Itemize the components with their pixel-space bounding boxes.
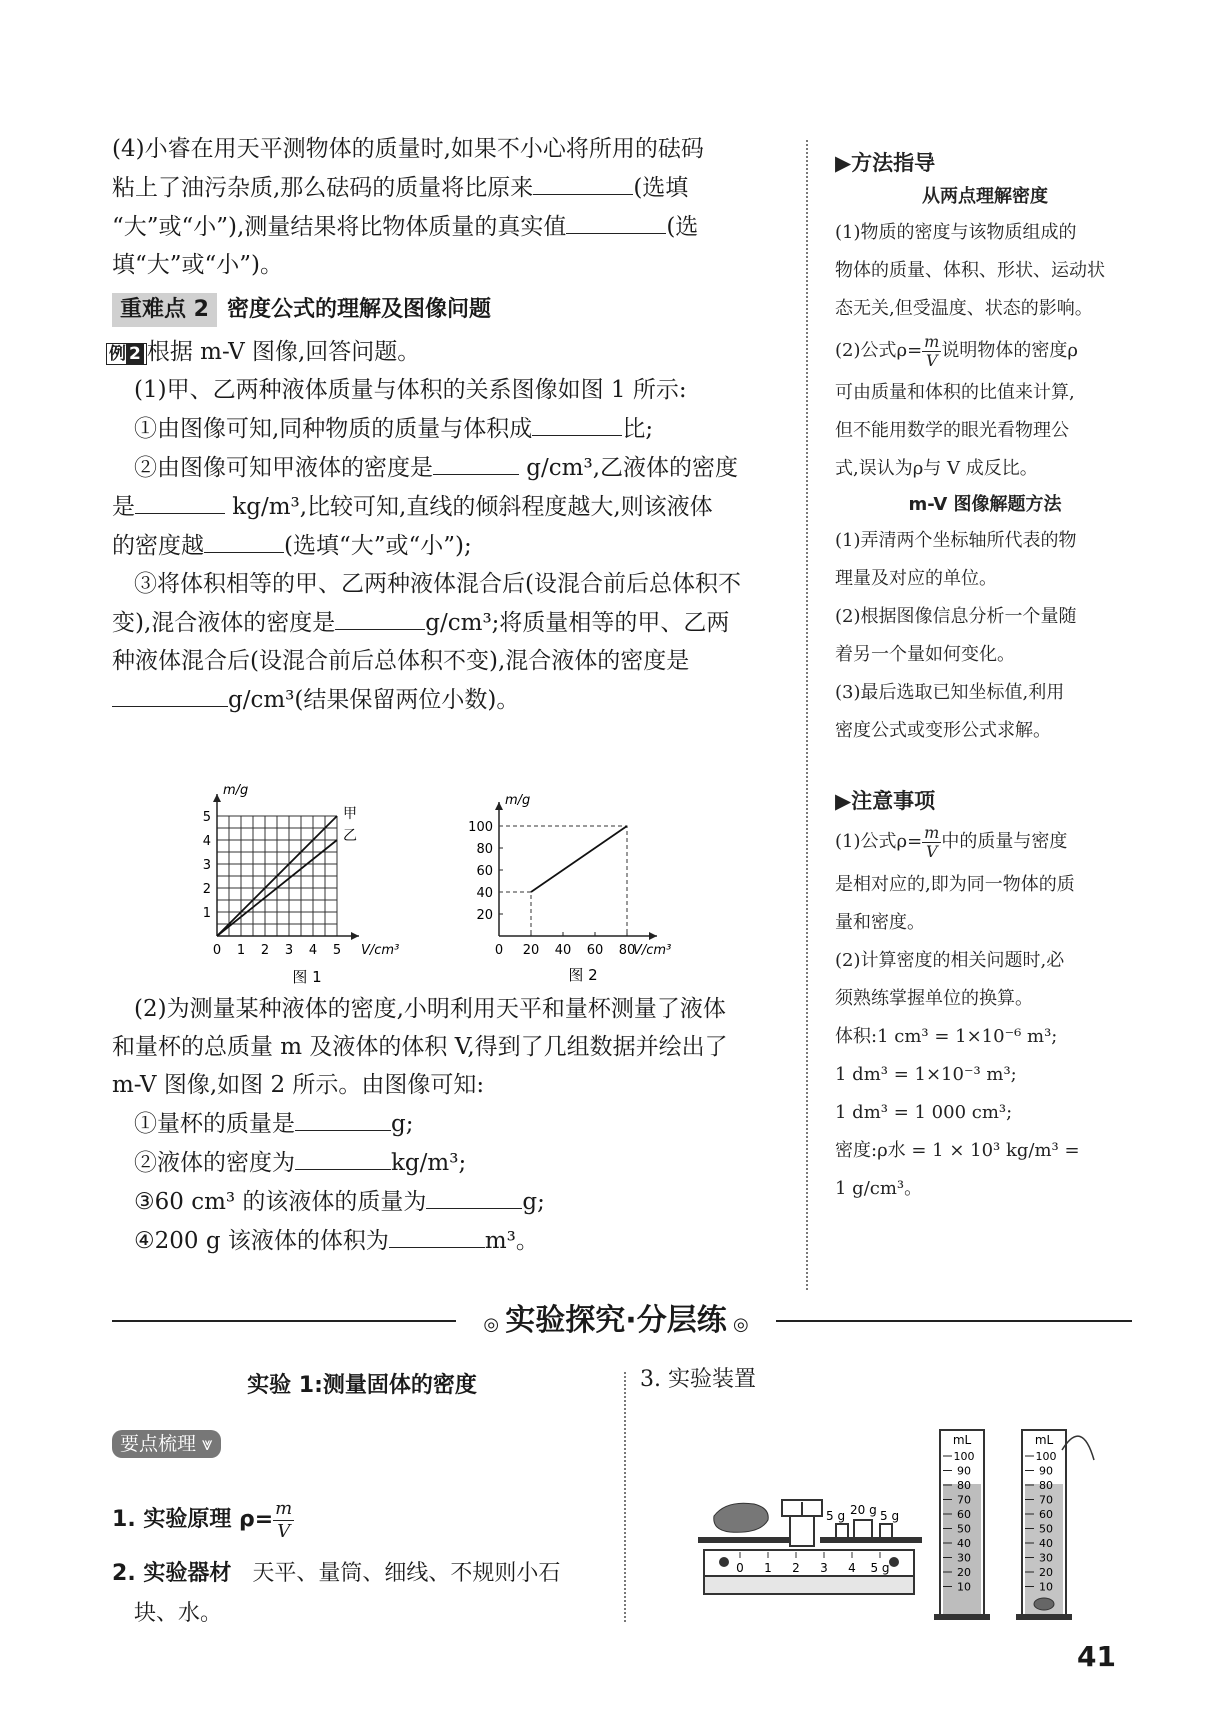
notes-heading: ▶注意事项 — [835, 789, 936, 813]
x-tick-label: 0 — [212, 943, 222, 958]
cylinder-base — [1016, 1614, 1072, 1620]
weight-5g-label: 5 g — [826, 1509, 846, 1523]
data-line — [531, 826, 627, 892]
density-formula-line: (2)公式ρ= $\frac{m}{V}$ 说明物体的密度ρ — [835, 331, 1078, 370]
cylinder-tick-label: 40 — [957, 1537, 971, 1550]
banner-rule-left — [112, 1320, 456, 1322]
y-tick-label: 2 — [202, 882, 211, 897]
section2-title: 密度公式的理解及图像问题 — [226, 297, 491, 322]
stone-icon — [714, 1503, 768, 1532]
answer-blank[interactable] — [532, 409, 622, 436]
cylinder-tick-label: 70 — [957, 1493, 971, 1507]
p2-3: ③60 cm³ 的该液体的质量为 g; — [112, 1182, 798, 1221]
cylinder-tick-label: 10 — [1039, 1580, 1053, 1594]
apparatus-heading: 3. 实验装置 — [640, 1367, 756, 1392]
unit-conversion: 1 dm³ = 1×10⁻³ m³; — [835, 1064, 1017, 1085]
balance-scale — [698, 1500, 922, 1594]
x-tick-label: 0 — [494, 943, 504, 958]
main-column — [109, 130, 798, 719]
series-label: 甲 — [343, 806, 357, 822]
y-tick-label: 80 — [476, 842, 493, 857]
cylinder-tick-label: 80 — [1039, 1479, 1053, 1492]
weight-20g-label: 20 g — [850, 1503, 877, 1517]
cylinder-tick-label: 10 — [957, 1580, 971, 1594]
y-tick-label: 4 — [202, 834, 211, 849]
p2-4: ④200 g 该液体的体积为 m³。 — [112, 1221, 798, 1260]
guide-line — [499, 826, 627, 936]
x-tick-label: 60 — [586, 943, 604, 958]
x-tick-label: 40 — [554, 943, 572, 958]
p2-2: ②液体的密度为 kg/m³; — [112, 1143, 798, 1182]
x-tick-label: 5 — [332, 943, 342, 958]
column-divider — [806, 140, 808, 1290]
y-tick-label: 20 — [476, 908, 493, 923]
answer-blank[interactable] — [566, 207, 666, 234]
x-tick-label: 20 — [522, 943, 540, 958]
sidebar-text: 密度公式或变形公式求解。 — [835, 720, 1051, 741]
p2c: m-V 图像,如图 2 所示。由图像可知: — [112, 1072, 485, 1098]
density-fraction: $\frac{m}{V}$ — [275, 1497, 293, 1542]
apparatus-illustration — [690, 1420, 1130, 1620]
x-axis-label: V/cm³ — [361, 943, 400, 958]
cylinder-tick-label: 60 — [957, 1508, 971, 1521]
sidebar-text: 态无关,但受温度、状态的影响。 — [835, 298, 1093, 319]
cylinder-base — [934, 1614, 990, 1620]
y-tick-label: 5 — [202, 810, 211, 825]
y-tick-label: 100 — [468, 820, 493, 835]
y-tick-label: 3 — [202, 858, 211, 873]
x-axis-arrow — [351, 932, 359, 940]
q4-line4: 填“大”或“小”)。 — [112, 252, 284, 278]
cylinder-tick-label: 80 — [957, 1479, 971, 1492]
p1-3: ③将体积相等的甲、乙两种液体混合后(设混合前后总体积不 — [134, 571, 741, 597]
x-axis-arrow — [649, 932, 657, 940]
bottom-divider — [624, 1372, 626, 1622]
experiment-title: 实验 1:测量固体的密度 — [247, 1373, 477, 1398]
x-tick-label: 3 — [284, 943, 294, 958]
y-axis-arrow — [495, 802, 503, 810]
figure-2-chart — [465, 790, 715, 990]
method-subheading-2: m-V 图像解题方法 — [908, 494, 1062, 515]
answer-blank[interactable] — [295, 1143, 391, 1170]
item-equipment: 2. 实验器材 天平、量筒、细线、不规则小石 — [112, 1561, 561, 1586]
sidebar-text: 可由质量和体积的比值来计算, — [835, 382, 1075, 403]
beam-tick-label: 3 — [820, 1561, 828, 1575]
answer-blank[interactable] — [295, 1104, 391, 1131]
guide-line — [499, 892, 531, 936]
p1: (1)甲、乙两种液体质量与体积的关系图像如图 1 所示: — [134, 377, 687, 403]
q4-line2: 粘上了油污杂质,那么砝码的质量将比原来 (选填 — [112, 168, 798, 207]
p2b: 和量杯的总质量 m 及液体的体积 V,得到了几组数据并绘出了 — [112, 1034, 728, 1060]
cylinder-tick-label: 30 — [1039, 1551, 1053, 1565]
section2-heading — [112, 290, 798, 329]
cylinder-tick-label: 60 — [1039, 1508, 1053, 1521]
notes-formula-line: (1)公式ρ= $\frac{m}{V}$ 中的质量与密度 — [835, 822, 1068, 861]
sidebar-text: 理量及对应的单位。 — [835, 568, 997, 589]
p1-3-cont2: 种液体混合后(设混合前后总体积不变),混合液体的密度是 — [112, 648, 690, 674]
p1-2: ②由图像可知甲液体的密度是 g/cm³,乙液体的密度 — [112, 448, 798, 487]
beam-tick-label: 4 — [848, 1561, 856, 1575]
x-tick-label: 1 — [236, 943, 246, 958]
weight-5g-label: 5 g — [880, 1509, 900, 1523]
sidebar-text: (1)弄清两个坐标轴所代表的物 — [835, 530, 1077, 551]
sidebar-text: 但不能用数学的眼光看物理公 — [835, 420, 1069, 441]
section2-label: 重难点 2 — [112, 293, 217, 327]
graduated-cylinder-empty — [934, 1430, 990, 1620]
graduated-cylinder-with-stone — [1016, 1430, 1094, 1620]
sidebar-text: 量和密度。 — [835, 912, 925, 933]
cylinder-tick-label: 20 — [1039, 1566, 1053, 1579]
sidebar-text: 式,误认为ρ与 V 成反比。 — [835, 458, 1038, 479]
sidebar-text: 物体的质量、体积、形状、运动状 — [835, 260, 1105, 281]
series-label: 乙 — [343, 828, 357, 844]
p1-3-cont: 变),混合液体的密度是 g/cm³;将质量相等的甲、乙两 — [112, 603, 798, 642]
p1-3-cont3: g/cm³(结果保留两位小数)。 — [112, 680, 798, 719]
answer-blank[interactable] — [335, 603, 425, 630]
sidebar-text: (2)计算密度的相关问题时,必 — [835, 950, 1065, 971]
p2-1: ①量杯的质量是 g; — [112, 1104, 798, 1143]
item-principle: 1. 实验原理 ρ= $\frac{m}{V}$ — [112, 1497, 293, 1542]
main-column-part2 — [112, 990, 798, 1260]
banner-rule-right — [776, 1320, 1132, 1322]
answer-blank[interactable] — [533, 168, 633, 195]
weight-5g-icon — [880, 1524, 892, 1538]
example2-intro: 例 2 根据 m-V 图像,回答问题。 — [106, 333, 798, 371]
beam-tick-label: 5 g — [870, 1561, 890, 1575]
cylinder-tick-label: 20 — [957, 1566, 971, 1579]
method-heading: ▶方法指导 — [835, 151, 936, 175]
key-points-tag: 要点梳理 ⩔ — [112, 1430, 221, 1458]
q4-line3: “大”或“小”),测量结果将比物体质量的真实值 (选 — [112, 207, 798, 246]
sidebar — [835, 146, 1135, 1208]
cylinder-tick-label: 50 — [957, 1522, 971, 1536]
x-axis-label: V/cm³ — [633, 943, 672, 958]
experiment-section — [112, 1366, 612, 1634]
sidebar-text: 须熟练掌握单位的换算。 — [835, 988, 1033, 1009]
unit-conversion: 1 g/cm³。 — [835, 1178, 923, 1199]
y-tick-label: 40 — [476, 886, 493, 901]
sidebar-text: (2)根据图像信息分析一个量随 — [835, 606, 1077, 627]
cylinder-tick-label: 100 — [1035, 1450, 1057, 1463]
x-tick-label: 4 — [308, 943, 318, 958]
p1-2-cont2: 的密度越 (选填“大”或“小”); — [112, 526, 798, 565]
method-subheading-1: 从两点理解密度 — [922, 186, 1048, 207]
figure-caption: 图 1 — [292, 968, 322, 986]
sidebar-text: (1)物质的密度与该物质组成的 — [835, 222, 1077, 243]
weight-5g-icon — [836, 1524, 848, 1538]
p2a: (2)为测量某种液体的密度,小明利用天平和量杯测量了液体 — [134, 996, 726, 1022]
y-tick-label: 1 — [202, 906, 211, 921]
banner-title: 实验探究·分层练 — [505, 1303, 727, 1338]
answer-blank[interactable] — [112, 680, 228, 707]
stone-icon — [1034, 1598, 1054, 1610]
cylinder-tick-label: 90 — [957, 1464, 971, 1478]
answer-blank[interactable] — [426, 1182, 522, 1209]
cylinder-tick-label: 90 — [1039, 1464, 1053, 1478]
q4-line1: (4)小睿在用天平测物体的质量时,如果不小心将所用的砝码 — [112, 136, 704, 162]
figure-1-chart — [202, 772, 445, 992]
beam-tick-label: 0 — [736, 1561, 744, 1575]
answer-blank[interactable] — [433, 448, 519, 475]
cylinder-tick-label: 70 — [1039, 1493, 1053, 1507]
y-axis-label: m/g — [505, 793, 531, 808]
cylinder-tick-label: 100 — [953, 1450, 975, 1463]
unit-conversion: 1 dm³ = 1 000 cm³; — [835, 1102, 1013, 1123]
beam-tick-label: 2 — [792, 1561, 800, 1575]
beam-tick-label: 1 — [764, 1561, 772, 1575]
answer-blank[interactable] — [204, 526, 284, 553]
cylinder-tick-label: 40 — [1039, 1537, 1053, 1550]
key-points-tag-row — [112, 1424, 612, 1464]
item-equipment-cont: 块、水。 — [134, 1601, 223, 1626]
answer-blank[interactable] — [135, 487, 225, 514]
density-fraction: $\frac{m}{V}$ — [924, 822, 940, 861]
unit-label: mL — [952, 1433, 972, 1447]
p1-1: ①由图像可知,同种物质的质量与体积成 比; — [112, 409, 798, 448]
y-axis-label: m/g — [223, 783, 249, 798]
example-badge: 例 2 — [106, 343, 147, 365]
p1-2-cont: 是 kg/m³,比较可知,直线的倾斜程度越大,则该液体 — [112, 487, 798, 526]
unit-label: mL — [1034, 1433, 1054, 1447]
cylinder-tick-label: 50 — [1039, 1522, 1053, 1536]
page-number: 41 — [1077, 1640, 1116, 1673]
density-fraction: $\frac{m}{V}$ — [924, 331, 940, 370]
y-tick-label: 60 — [476, 864, 493, 879]
x-tick-label: 2 — [260, 943, 270, 958]
x-tick-label: 80 — [618, 943, 636, 958]
sidebar-text: (3)最后选取已知坐标值,利用 — [835, 682, 1065, 703]
answer-blank[interactable] — [389, 1221, 485, 1248]
section-banner: ◎ 实验探究·分层练 ◎ — [456, 1298, 776, 1348]
unit-conversion: 密度:ρ水 = 1 × 10³ kg/m³ = — [835, 1140, 1080, 1161]
sidebar-text: 着另一个量如何变化。 — [835, 644, 1015, 665]
weight-20g-icon — [854, 1520, 872, 1538]
unit-conversion: 体积:1 cm³ = 1×10⁻⁶ m³; — [835, 1026, 1058, 1047]
figure-caption: 图 2 — [568, 966, 598, 984]
sidebar-text: 是相对应的,即为同一物体的质 — [835, 874, 1075, 895]
cylinder-tick-label: 30 — [957, 1551, 971, 1565]
y-axis-arrow — [213, 794, 221, 802]
